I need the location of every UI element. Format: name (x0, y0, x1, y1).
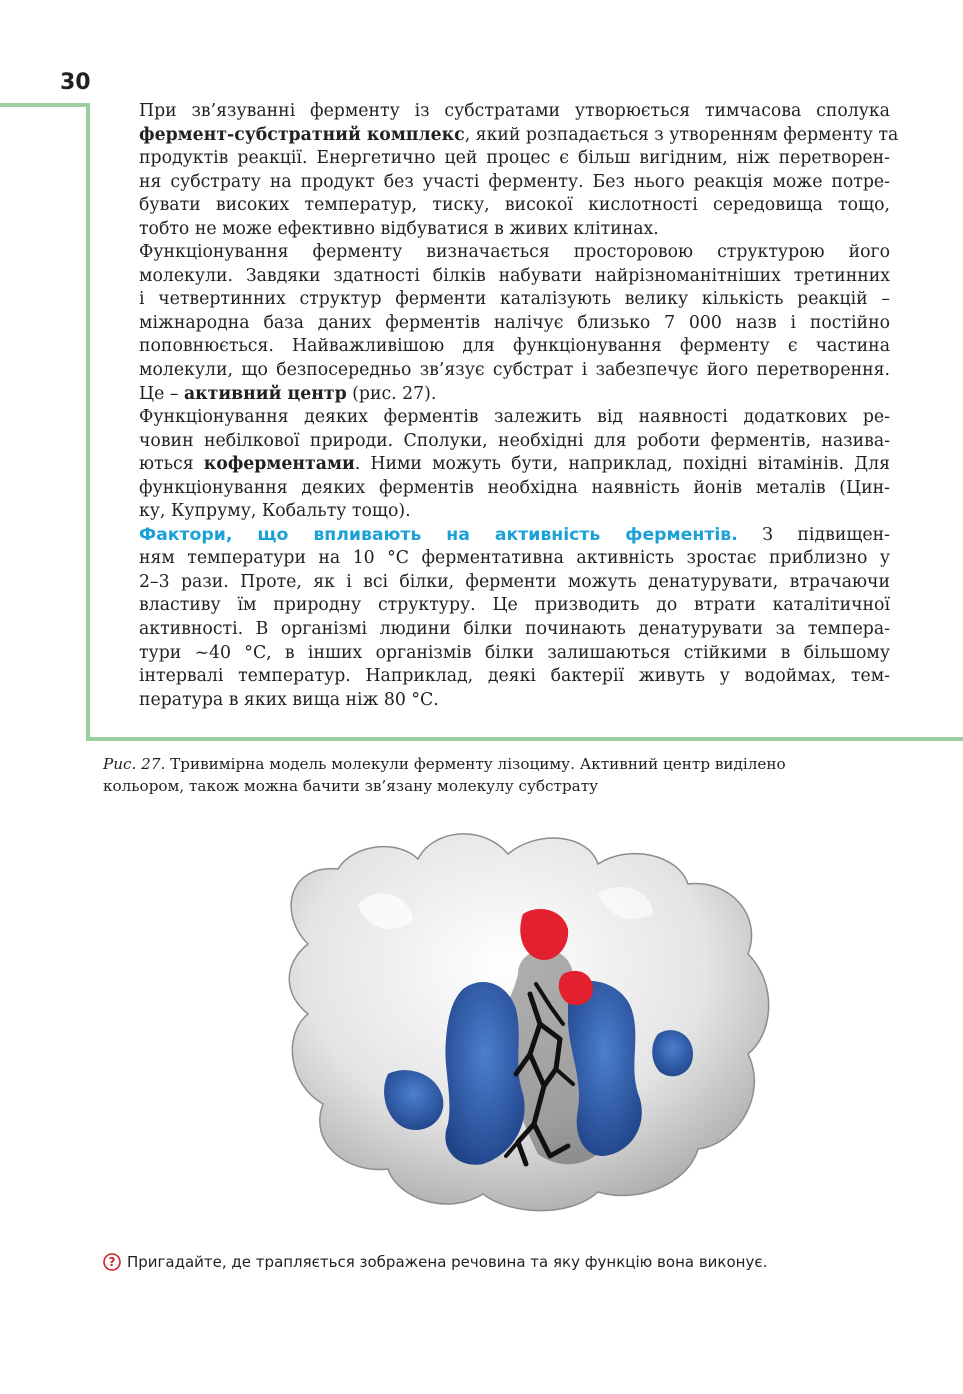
text-line: тури ~40 °С, в інших організмів білки залишаються стійкими в більшому (139, 642, 890, 663)
page-number: 30 (60, 70, 91, 95)
text-line: активності. В організмі людини білки починають денатурувати за темпера- (139, 619, 890, 640)
text-line: ням температури на 10 °С ферментативна активність зростає приблизно у (139, 548, 890, 569)
term-enzyme-substrate-complex: фермент-субстратний комплекс (139, 124, 465, 145)
lysozyme-3d-model-image (268, 824, 782, 1217)
text-line: Функціонування деяких ферментів залежить від наявності додаткових ре- (139, 407, 890, 428)
text-line: пература в яких вища ніж 80 °С. (139, 689, 439, 710)
text-line: поповнюється. Найважливішою для функціонування ферменту є частина (139, 336, 890, 357)
text-line: функціонування деяких ферментів необхідна наявність йонів металів (Цин- (139, 477, 890, 498)
section-heading: Фактори, що впливають на активність ферментів. (139, 524, 738, 545)
caption-line: кольором, також можна бачити зв’язану молекулу субстрату (103, 776, 599, 795)
term-coenzymes: коферментами (203, 454, 355, 475)
green-bracket-bottom (86, 737, 963, 741)
caption-line: Рис. 27. Тривимірна модель молекули ферменту лізоциму. Активний центр виділено (103, 755, 786, 773)
figure-caption (103, 754, 903, 797)
text-line: молекули. Завдяки здатності білків набувати найрізноманітніших третинних (139, 265, 890, 286)
text-line: Фактори, що впливають на активність ферментів. З підвищен- (139, 524, 890, 545)
text-line: бувати високих температур, тиску, високої кислотності середовища тощо, (139, 195, 890, 216)
question-text: Пригадайте, де трапляється зображена речовина та яку функцію вона виконує. (127, 1253, 768, 1271)
text-line: При зв’язуванні ферменту із субстратами утворюється тимчасова сполука (139, 101, 890, 121)
text-line: міжнародна база даних ферментів налічує близько 7 000 назв і постійно (139, 312, 890, 333)
caption-label: Рис. 27. (103, 755, 166, 773)
review-question (103, 1253, 767, 1271)
text-line: ня субстрату на продукт без участі ферменту. Без нього реакція може потре- (139, 171, 890, 192)
paragraph-3 (103, 406, 890, 524)
text-line: продуктів реакції. Енергетично цей процес є більш вигідним, ніж перетворен- (139, 148, 890, 169)
text-line: Це – активний центр (рис. 27). (139, 383, 437, 404)
paragraph-2 (103, 241, 890, 406)
text-line: Функціонування ферменту визначається просторовою структурою його (139, 242, 890, 263)
svg-text:?: ? (108, 1255, 116, 1270)
text-line: властиву їм природну структуру. Це призводить до втрати каталітичної (139, 595, 890, 616)
question-icon (103, 1253, 121, 1271)
green-bracket-top (0, 103, 88, 107)
text-line: ються коферментами. Ними можуть бути, наприклад, похідні вітамінів. Для (139, 454, 890, 475)
text-line: ку, Купруму, Кобальту тощо). (139, 501, 411, 522)
paragraph-1 (103, 100, 899, 241)
text-line: тобто не може ефективно відбуватися в живих клітинах. (139, 218, 659, 239)
green-bracket-left (86, 103, 90, 741)
text-line: молекули, що безпосередньо зв’язує субстрат і забезпечує його перетворення. (139, 360, 890, 381)
term-active-center: активний центр (183, 383, 347, 404)
text-line: 2–3 рази. Проте, як і всі білки, ферменти можуть денатурувати, втрачаючи (139, 571, 890, 592)
main-text (103, 100, 899, 712)
text-line: човин небілкової природи. Сполуки, необхідні для роботи ферментів, назива- (139, 430, 890, 451)
text-line: фермент-субстратний комплекс, який розпадається з утворенням ферменту та (139, 124, 899, 145)
paragraph-4 (103, 524, 890, 712)
text-line: і четвертинних структур ферменти каталізують велику кількість реакцій – (139, 289, 890, 310)
text-line: інтервалі температур. Наприклад, деякі бактерії живуть у водоймах, тем- (139, 666, 890, 687)
